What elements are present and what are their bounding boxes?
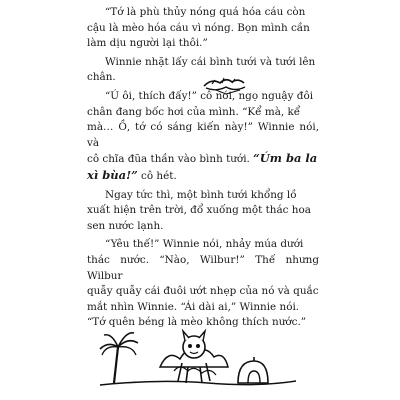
magic-brush-icon <box>202 74 248 96</box>
paragraph-1 <box>87 5 319 52</box>
paragraph-4 <box>87 188 319 235</box>
paragraph-5 <box>87 237 319 331</box>
text-line: mà… Ồ, tớ có sáng kiến này!” Winnie nói, và <box>87 121 319 149</box>
text-span: cô hét. <box>137 169 177 182</box>
text-line: quẫy quẫy cái đuôi ướt nhẹp của nó và quắc <box>87 285 319 298</box>
text-line: Ngay tức thì, một bình tưới khổng lồ <box>105 188 297 201</box>
text-line: mắt nhìn Winnie. “Ái dài ai,” Winnie nói. <box>87 300 300 313</box>
text-line: xuất hiện trên trời, đổ xuống một thác hoa <box>87 204 311 217</box>
text-line: thác nước. “Nào, Wilbur!” Thế nhưng Wilbur <box>87 253 319 282</box>
text-line: “Tớ là phù thủy nóng quá hóa cáu còn <box>105 6 306 18</box>
text-line: chân đang bốc hơi của mình. “Kể mà, kể <box>87 105 301 118</box>
magic-spell: xì bùa!” <box>87 167 138 182</box>
text-span: cô chĩa đũa thần vào bình tưới. <box>87 153 254 166</box>
cat-palm-scene-icon <box>98 323 298 391</box>
text-line: chân. <box>87 71 116 84</box>
text-line <box>87 168 319 185</box>
text-line: sen nước lạnh. <box>87 219 164 232</box>
text-line: “Ú ôi, thích đấy!” cô nói, ngọ nguậy đôi <box>105 89 314 102</box>
text-line <box>87 151 319 168</box>
text-line: Winnie nhặt lấy cái bình tưới và tưới lên <box>105 55 316 68</box>
magic-spell: “Úm ba la <box>253 151 318 166</box>
text-line: cậu là mèo hóa cáu vì nóng. Bọn mình cần <box>87 21 310 34</box>
text-line: “Yêu thế!” Winnie nói, nhảy múa dưới <box>105 238 304 251</box>
text-line: làm dịu người lại thôi.” <box>87 37 208 50</box>
text-line: “Tớ quên béng là mèo không thích nước.” <box>87 316 307 329</box>
paragraph-3 <box>87 89 319 185</box>
story-text <box>87 5 319 331</box>
